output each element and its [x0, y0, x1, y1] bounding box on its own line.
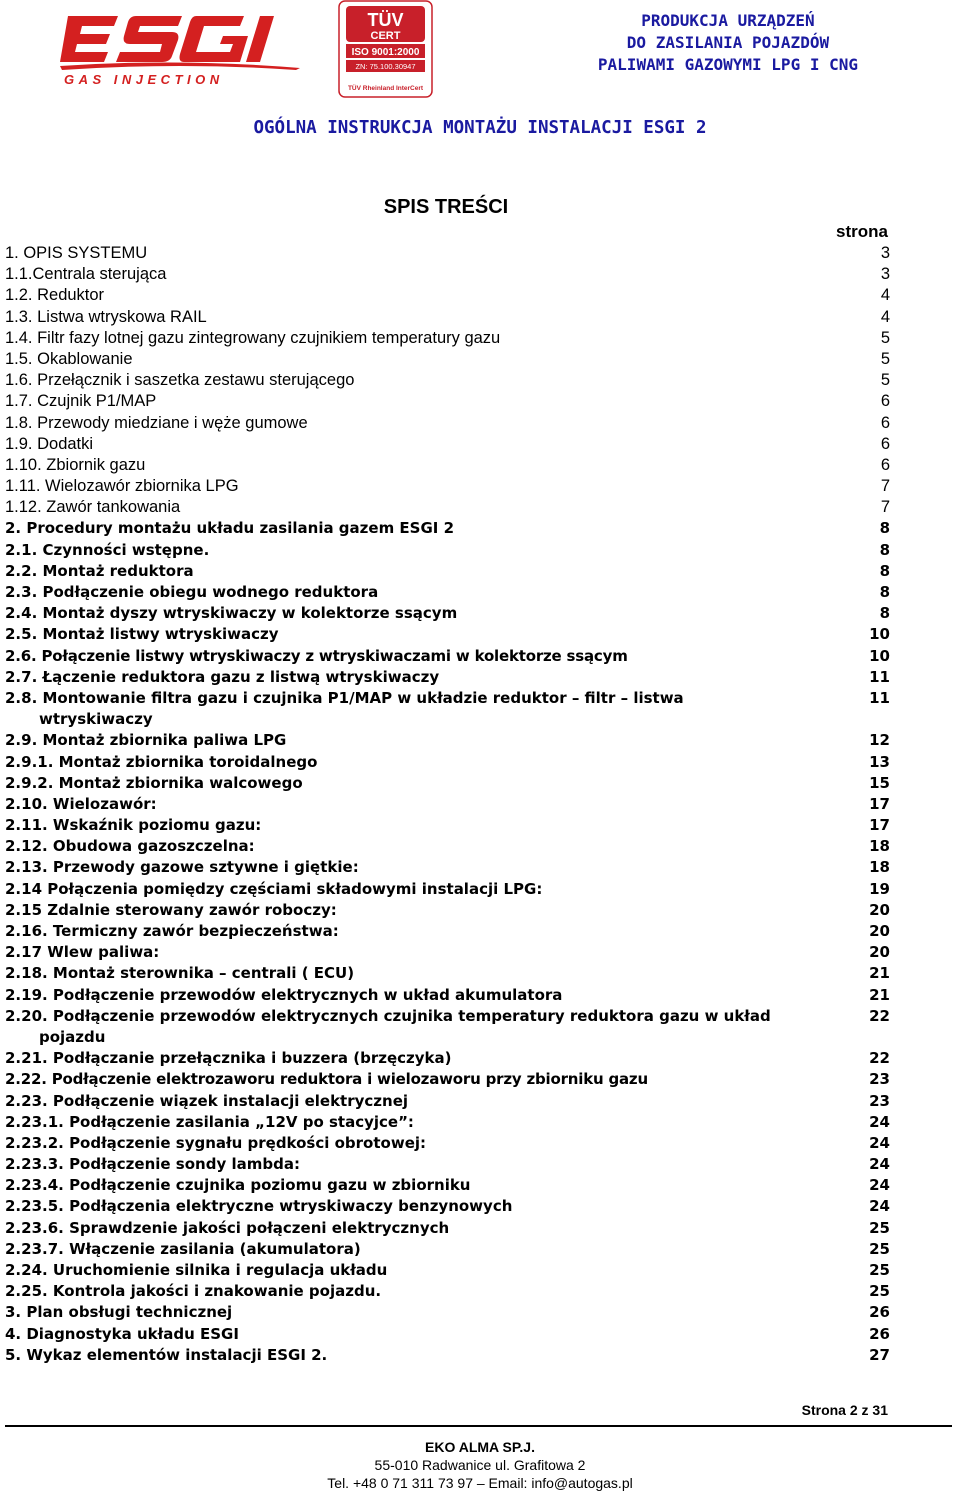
toc-entry: [5, 1281, 890, 1302]
toc-entry-title: 2.18. Montaż sterownika – centrali ( ECU): [5, 964, 355, 983]
toc-entry-page: 23: [869, 1091, 890, 1110]
toc-entry-title: 1.11. Wielozawór zbiornika LPG: [5, 477, 239, 496]
toc-entry-page: 21: [869, 964, 890, 983]
toc-entry: [5, 370, 890, 391]
toc-entry: [5, 1196, 890, 1217]
toc-entry: [5, 1175, 890, 1196]
company-line-3: PALIWAMI GAZOWYMI LPG I CNG: [597, 55, 858, 74]
toc-entry-page: 25: [869, 1261, 890, 1280]
cert-badge-icon: [338, 0, 433, 98]
toc-entry: [5, 540, 890, 561]
toc-entry-page: 3: [880, 244, 890, 262]
toc-entry: [5, 752, 890, 773]
toc-entry-page: 8: [879, 583, 890, 601]
toc-entry-title-line: 2.20. Podłączenie przewodów elektrycznych czujnika temperatury reduktora gazu w układ: [5, 1006, 771, 1025]
toc-entry-title: 2.9.2. Montaż zbiornika walcowego: [5, 773, 303, 792]
toc-entry-page: 13: [869, 752, 890, 771]
toc-entry-page: 17: [869, 816, 890, 835]
toc-entry-title: 1.5. Okablowanie: [5, 349, 133, 368]
toc-entry: [5, 900, 890, 921]
toc-entry: [5, 264, 890, 285]
toc-entry: [5, 1260, 890, 1281]
toc-entry-title: 1.3. Listwa wtryskowa RAIL: [5, 307, 207, 326]
toc-entry: [5, 1239, 890, 1260]
toc-entry: [5, 985, 890, 1006]
toc-entry-title: 2.3. Podłączenie obiegu wodnego reduktora: [5, 583, 379, 601]
toc-entry-page: 6: [880, 434, 890, 453]
toc-entry: [5, 349, 890, 370]
toc-entry: [5, 1006, 890, 1048]
toc-entry-title: 2.16. Termiczny zawór bezpieczeństwa:: [5, 922, 339, 941]
toc-entry-page: 26: [869, 1324, 890, 1343]
footer: [0, 1438, 960, 1492]
toc-entry-page: 7: [880, 477, 890, 496]
toc-entry-page: 18: [869, 858, 890, 877]
toc-entry: [5, 1218, 890, 1239]
toc-entry-page: 25: [869, 1239, 890, 1258]
toc-entry-title: 1.2. Reduktor: [5, 286, 105, 305]
toc-entry: [5, 730, 890, 751]
toc-entry: [5, 667, 890, 688]
toc-entry-page: 18: [869, 837, 890, 856]
toc-entry-title: 1.9. Dodatki: [5, 434, 94, 453]
document-title: OGÓLNA INSTRUKCJA MONTAŻU INSTALACJI ESGI 2: [253, 118, 707, 138]
toc-entry: [5, 1324, 890, 1345]
toc-entry-page: 4: [880, 286, 890, 305]
toc-entry-title: 2. Procedury montażu układu zasilania gazem ESGI 2: [5, 519, 455, 538]
toc-entry-page: 15: [869, 773, 890, 792]
toc-entry: [5, 243, 890, 264]
toc-entry-page: 25: [869, 1282, 890, 1301]
toc-entry-page: 26: [869, 1303, 890, 1322]
toc-entry-title: 2.4. Montaż dyszy wtryskiwaczy w kolektorze ssącym: [5, 604, 458, 623]
toc-entry-page: 20: [869, 900, 890, 919]
toc-entry-title: 1.10. Zbiornik gazu: [5, 455, 146, 474]
company-line-1: PRODUKCJA URZĄDZEŃ: [641, 11, 815, 30]
toc-entry-page: 24: [869, 1112, 890, 1131]
cert-issuer: TÜV Rheinland InterCert: [347, 85, 424, 92]
toc-entry-title: 2.2. Montaż reduktora: [5, 561, 194, 580]
toc-entry-page: 8: [879, 604, 890, 623]
toc-entry-title: 1.6. Przełącznik i saszetka zestawu sterującego: [5, 371, 355, 390]
toc-entry-title: 2.9. Montaż zbiornika paliwa LPG: [5, 731, 287, 750]
toc-entry-title: 1.12. Zawór tankowania: [5, 498, 181, 517]
toc-entry-title: [5, 1006, 805, 1048]
company-description: [598, 10, 858, 76]
toc-entry-title: 3. Plan obsługi technicznej: [5, 1303, 233, 1322]
toc-entry: [5, 328, 890, 349]
toc-entry-title: 2.11. Wskaźnik poziomu gazu:: [5, 816, 262, 835]
toc-entry-title: 2.1. Czynności wstępne.: [5, 540, 210, 559]
toc-entry-title: 2.23.1. Podłączenie zasilania „12V po stacyjce”:: [5, 1112, 414, 1131]
toc-entry: [5, 307, 890, 328]
toc-entry: [5, 1091, 890, 1112]
footer-contact: Tel. +48 0 71 311 73 97 – Email: info@autogas.pl: [327, 1475, 633, 1491]
toc-entry-title: 2.5. Montaż listwy wtryskiwaczy: [5, 625, 279, 644]
cert-number: ZN: 75.100.30947: [355, 62, 416, 71]
toc-entry-title: 2.23.2. Podłączenie sygnału prędkości obrotowej:: [5, 1133, 427, 1152]
toc-entry-page: 11: [869, 667, 890, 686]
toc-entry-title: [5, 688, 805, 730]
toc-entry-title: 4. Diagnostyka układu ESGI: [5, 1324, 239, 1343]
logo-tagline: GAS INJECTION: [64, 72, 224, 87]
company-line-2: DO ZASILANIA POJAZDÓW: [626, 33, 830, 52]
toc-entry-title: 1.1.Centrala sterująca: [5, 265, 167, 284]
toc-entry: [5, 455, 890, 476]
toc-entry: [5, 646, 890, 667]
toc-entry-page: 24: [869, 1176, 890, 1195]
toc-entry-page: 22: [869, 1049, 890, 1068]
toc-entry-title: 2.23.6. Sprawdzenie jakości połączeni elektrycznych: [5, 1218, 450, 1237]
toc-entry-page: 5: [880, 349, 890, 368]
toc-entry-page: 24: [869, 1155, 890, 1174]
toc-entry: [5, 285, 890, 306]
toc-entry-title: 2.25. Kontrola jakości i znakowanie pojazdu.: [5, 1282, 382, 1301]
toc-entry-page: 21: [869, 985, 890, 1004]
toc-entry-page: 27: [869, 1345, 890, 1364]
toc-entry: [5, 582, 890, 603]
toc-entry: [5, 518, 890, 539]
toc-entry-title: 2.23.4. Podłączenie czujnika poziomu gazu w zbiorniku: [5, 1176, 471, 1195]
toc-entry: [5, 773, 890, 794]
toc-entry-page: 11: [869, 688, 890, 707]
toc-entry: [5, 963, 890, 984]
toc-entry-page: 19: [869, 879, 890, 898]
toc-entry-page: 8: [879, 561, 890, 580]
toc-entry-page: 6: [880, 455, 890, 474]
toc-entry-title: 2.23.3. Podłączenie sondy lambda:: [5, 1155, 300, 1174]
toc-entry-title: 5. Wykaz elementów instalacji ESGI 2.: [5, 1345, 328, 1364]
toc-entry-title: 2.15 Zdalnie sterowany zawór roboczy:: [5, 900, 337, 919]
toc-entry: [5, 836, 890, 857]
toc-entry: [5, 1069, 890, 1090]
toc-entry-page: 25: [869, 1218, 890, 1237]
toc-entry-page: 22: [869, 1006, 890, 1025]
toc-entry-page: 24: [869, 1197, 890, 1216]
cert-standard: ISO 9001:2000: [351, 47, 420, 58]
toc-entry-page: 5: [880, 328, 890, 347]
toc-entry-page: 20: [869, 943, 890, 962]
toc-entry-page: 17: [869, 794, 890, 813]
footer-divider: [5, 1425, 952, 1427]
toc-entry-page: 6: [880, 392, 890, 411]
toc-entry-title: 1. OPIS SYSTEMU: [5, 244, 148, 262]
toc-entry: [5, 413, 890, 434]
toc-entry-title: 2.9.1. Montaż zbiornika toroidalnego: [5, 752, 318, 771]
toc-entry: [5, 497, 890, 518]
table-of-contents: [5, 243, 890, 1366]
toc-entry-title-continuation: pojazdu: [39, 1027, 106, 1046]
toc-entry-title: 2.21. Podłączanie przełącznika i buzzera (brzęczyka): [5, 1049, 452, 1068]
toc-entry: [5, 624, 890, 645]
toc-entry-title-line: 2.8. Montowanie filtra gazu i czujnika P1/MAP w układzie reduktor – filtr – listwa: [5, 688, 684, 707]
toc-entry-page: 20: [869, 922, 890, 941]
toc-entry-page: 3: [880, 265, 890, 284]
toc-entry: [5, 603, 890, 624]
toc-entry-title: 2.23.5. Podłączenia elektryczne wtryskiwaczy benzynowych: [5, 1197, 513, 1216]
toc-entry: [5, 879, 890, 900]
toc-entry: [5, 1345, 890, 1366]
toc-entry: [5, 561, 890, 582]
footer-company: EKO ALMA SP.J.: [425, 1439, 535, 1455]
toc-entry-title: 2.13. Przewody gazowe sztywne i giętkie:: [5, 858, 359, 877]
toc-entry-title: 2.17 Wlew paliwa:: [5, 943, 160, 962]
toc-entry-title: 1.7. Czujnik P1/MAP: [5, 392, 157, 411]
toc-entry-title: 2.24. Uruchomienie silnika i regulacja układu: [5, 1261, 388, 1280]
toc-entry: [5, 1154, 890, 1175]
toc-entry-page: 8: [879, 540, 890, 559]
toc-entry: [5, 794, 890, 815]
toc-entry: [5, 688, 890, 730]
toc-entry: [5, 815, 890, 836]
toc-entry-title: 1.8. Przewody miedziane i węże gumowe: [5, 413, 308, 432]
cert-brand: TÜV: [367, 10, 404, 30]
toc-entry: [5, 1048, 890, 1069]
toc-entry-title: 2.22. Podłączenie elektrozaworu reduktora i wielozaworu przy zbiorniku gazu: [5, 1070, 648, 1089]
toc-entry-title-continuation: wtryskiwaczy: [39, 710, 153, 729]
toc-entry-page: 10: [869, 625, 890, 644]
toc-entry-page: 10: [869, 646, 890, 665]
toc-entry: [5, 1302, 890, 1323]
toc-entry-page: 23: [869, 1070, 890, 1089]
toc-entry-page: 5: [880, 371, 890, 390]
toc-entry-title: 1.4. Filtr fazy lotnej gazu zintegrowany czujnikiem temperatury gazu: [5, 328, 501, 347]
esgi-logo: [60, 8, 300, 88]
cert-label: CERT: [370, 30, 401, 42]
toc-entry-title: 2.12. Obudowa gazoszczelna:: [5, 837, 255, 856]
toc-entry: [5, 921, 890, 942]
toc-entry-page: 8: [879, 519, 890, 538]
toc-title: SPIS TREŚCI: [383, 196, 509, 218]
toc-entry: [5, 942, 890, 963]
page-column-label: strona: [836, 222, 888, 241]
toc-entry-page: 24: [869, 1133, 890, 1152]
toc-entry: [5, 391, 890, 412]
toc-entry-page: 6: [880, 413, 890, 432]
toc-entry-page: 4: [880, 307, 890, 326]
toc-entry-title: 2.19. Podłączenie przewodów elektrycznych w układ akumulatora: [5, 985, 563, 1004]
toc-entry-page: 12: [869, 731, 890, 750]
toc-entry-title: 2.23.7. Włączenie zasilania (akumulatora): [5, 1239, 361, 1258]
toc-entry: [5, 476, 890, 497]
footer-address: 55-010 Radwanice ul. Grafitowa 2: [374, 1457, 586, 1473]
toc-entry: [5, 1133, 890, 1154]
tuv-certificate-badge: [338, 0, 433, 98]
toc-entry-page: 7: [880, 498, 890, 517]
toc-entry: [5, 1112, 890, 1133]
toc-entry-title: 2.23. Podłączenie wiązek instalacji elektrycznej: [5, 1091, 409, 1110]
toc-entry-title: 2.14 Połączenia pomiędzy częściami składowymi instalacji LPG:: [5, 879, 543, 898]
toc-entry: [5, 857, 890, 878]
toc-entry-title: 2.6. Połączenie listwy wtryskiwaczy z wtryskiwaczami w kolektorze ssącym: [5, 646, 628, 665]
page-number: Strona 2 z 31: [801, 1402, 888, 1418]
toc-entry-title: 2.7. Łączenie reduktora gazu z listwą wtryskiwaczy: [5, 667, 440, 686]
toc-entry-title: 2.10. Wielozawór:: [5, 794, 157, 813]
toc-entry: [5, 434, 890, 455]
